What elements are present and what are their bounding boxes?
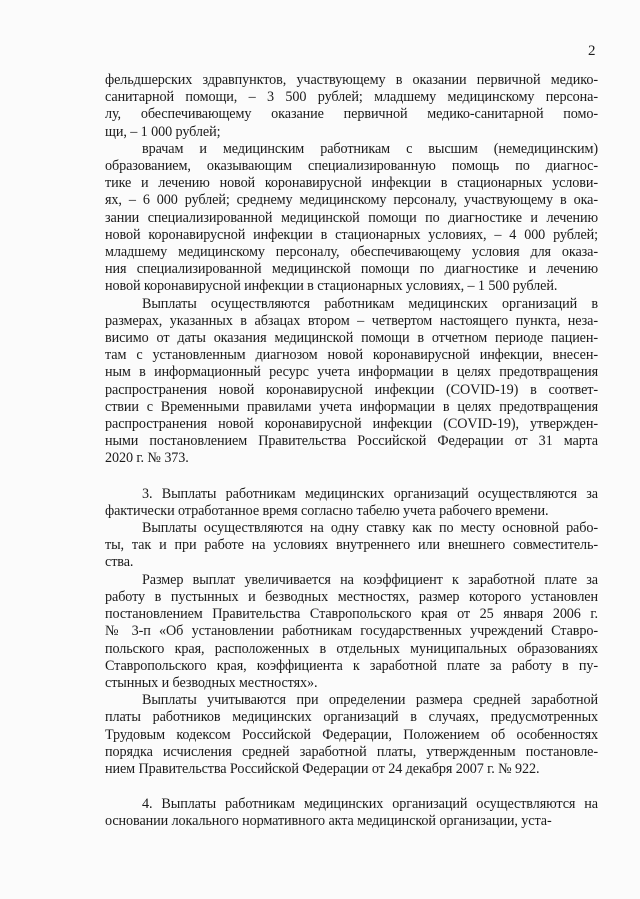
text-line: 2020 г. № 373. [105,450,189,467]
paragraph-p1 [105,72,598,141]
paragraph-p2 [105,141,598,296]
text-line: ства. [105,554,134,571]
text-line: образованием, оказывающим специализированную помощь по диагнос- [105,158,598,175]
text-line: зании специализированной медицинской помощи по диагностике и лечению [105,209,598,226]
paragraph-p4 [105,486,598,520]
text-line: Ставропольского края, коэффициента к заработной плате за работу в пу- [105,657,598,674]
text-line: тике и лечению новой коронавирусной инфекции в стационарных услови- [105,175,598,192]
text-line: лу, обеспечивающему оказание первичной медико-санитарной помо- [105,106,598,123]
text-line: стынных и безводных местностях». [105,674,318,691]
text-line: ния специализированной медицинской помощи по диагностике и лечению [105,261,598,278]
text-line: новой коронавирусной инфекции в стационарных условиях, – 4 000 рублей; [105,226,598,243]
text-line: новой коронавирусной инфекции в стационарных условиях, – 1 500 рублей. [105,278,558,295]
text-line: распространения новой коронавирусной инфекции (COVID-19), утвержден- [105,416,598,433]
text-line: ствии с Временными правилами учета информации в целях предотвращения [105,398,598,415]
text-line: Трудовым кодексом Российской Федерации, Положением об особенностях [105,726,598,743]
paragraph-p7 [105,692,598,778]
text-line: ты, так и при работе на условиях внутреннего или внешнего совместитель- [105,537,598,554]
text-line: висимо от даты оказания медицинской помощи в отчетном периоде пациен- [105,330,598,347]
text-line: польского края, расположенных в отдельных муниципальных образованиях [105,640,598,657]
text-line: нием Правительства Российской Федерации от 24 декабря 2007 г. № 922. [105,760,540,777]
paragraph-gap [105,778,598,796]
text-line: Выплаты учитываются при определении размера средней заработной [142,692,598,709]
paragraph-gap [105,468,598,486]
document-body [105,72,598,831]
page-number: 2 [588,43,596,59]
text-line: щи, – 1 000 рублей; [105,123,221,140]
paragraph-p5 [105,520,598,572]
text-line: постановлением Правительства Ставропольского края от 25 января 2006 г. [105,606,598,623]
paragraph-p6 [105,572,598,692]
text-line: работу в пустынных и безводных местностях, размер которого установлен [105,588,598,605]
text-line: размерах, указанных в абзацах втором – четвертом настоящего пункта, неза- [105,312,598,329]
text-line: ными постановлением Правительства Российской Федерации от 31 марта [105,433,598,450]
text-line: ным в информационный ресурс учета информации в целях предотвращения [105,364,598,381]
text-line: 4. Выплаты работникам медицинских организаций осуществляются на [142,796,598,813]
text-line: порядка исчисления средней заработной платы, утвержденным постановле- [105,743,598,760]
text-line: врачам и медицинским работникам с высшим (немедицинским) [142,140,598,157]
text-line: ях, – 6 000 рублей; среднему медицинскому персоналу, участвующему в ока- [105,192,598,209]
text-line: 3. Выплаты работникам медицинских организаций осуществляются за [142,485,598,502]
text-line: фактически отработанное время согласно табелю учета рабочего времени. [105,502,549,519]
text-line: Размер выплат увеличивается на коэффициент к заработной плате за [142,571,598,588]
text-line: санитарной помощи, – 3 500 рублей; младшему медицинскому персона- [105,89,598,106]
text-line: основании локального нормативного акта медицинской организации, уста- [105,813,552,830]
text-line: Выплаты осуществляются на одну ставку как по месту основной рабо- [142,520,598,537]
text-line: там с установленным диагнозом новой коронавирусной инфекции, внесен- [105,347,598,364]
paragraph-p3 [105,296,598,468]
text-line: Выплаты осуществляются работникам медицинских организаций в [142,295,598,312]
text-line: платы работников медицинских организаций в случаях, предусмотренных [105,709,598,726]
text-line: распространения новой коронавирусной инфекции (COVID-19) в соответ- [105,381,598,398]
text-line: фельдшерских здравпунктов, участвующему в оказании первичной медико- [105,72,598,88]
text-line: младшему медицинскому персоналу, обеспечивающему условия для оказа- [105,244,598,261]
paragraph-p8 [105,796,598,830]
text-line: № 3-п «Об установлении работникам государственных учреждений Ставро- [105,623,598,640]
